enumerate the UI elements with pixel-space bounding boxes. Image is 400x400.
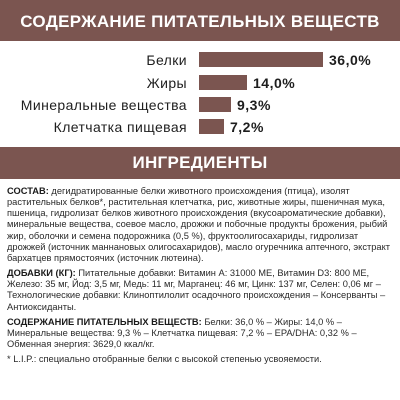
nutrient-label: Клетчатка пищевая xyxy=(53,119,187,135)
composition-text: дегидратированные белки животного происхождения (птица), изолят растительных белков*, растительная клетчатка, рис, животные жиры, пшеничная мука, пшеница, гидролизат белков животного происхождения (вкусоароматические добавки), минеральные вещества, соевое масло, дрожжи и побочные продукты брожения, рыбий жир, оболочки и семена подорожника (0,5 %), фруктоолигосахариды, гидролизат дрожжей (источник маннановых олигосахаридов), масло огуречника аптечного, экстракт бархатцев прямостоячих (источник лютеина). xyxy=(7,186,391,263)
nutrient-row-fiber xyxy=(0,117,400,137)
composition-label: СОСТАВ: xyxy=(7,186,49,196)
nutrient-label: Жиры xyxy=(146,75,187,91)
additives-text: Питательные добавки: Витамин A: 31000 МЕ, Витамин D3: 800 МЕ, Железо: 35 мг, Йод: 3,5 мг, Медь: 11 мг, Марганец: 46 мг, Цинк: 137 мг, Селен: 0,06 мг – Технологические добавки: Клиноптилолит осадочного происхождения – Консерванты – Антиоксиданты. xyxy=(7,268,386,312)
nutrient-label: Минеральные вещества xyxy=(20,97,187,113)
nutrient-bar xyxy=(199,52,323,67)
nutrient-row-minerals xyxy=(0,95,400,115)
nutrient-value: 14,0% xyxy=(253,75,296,91)
nutrient-label: Белки xyxy=(146,52,187,68)
nutrient-bar xyxy=(199,119,224,134)
nutrient-row-fat xyxy=(0,73,400,93)
nutrients-title: СОДЕРЖАНИЕ ПИТАТЕЛЬНЫХ ВЕЩЕСТВ xyxy=(20,12,380,31)
additives-paragraph xyxy=(7,268,397,313)
composition-paragraph xyxy=(7,186,397,264)
nutrients-text: Белки: 36,0 % – Жиры: 14,0 % – Минеральные вещества: 9,3 % – Клетчатка пищевая: 7,2 % – EPA/DHA: 0,32 % – Обменная энергия: 3629,0 ккал/кг. xyxy=(7,316,357,350)
nutrient-row-protein xyxy=(0,50,400,70)
nutrient-value: 7,2% xyxy=(230,119,264,135)
nutrient-value: 36,0% xyxy=(329,52,372,68)
nutrients-paragraph xyxy=(7,317,397,350)
nutrients-label: СОДЕРЖАНИЕ ПИТАТЕЛЬНЫХ ВЕЩЕСТВ: xyxy=(7,316,202,327)
nutrient-bar xyxy=(199,75,247,90)
nutrient-bar xyxy=(199,97,231,112)
footnote: * L.I.P.: специально отобранные белки с высокой степенью усвояемости. xyxy=(7,354,322,365)
nutrients-header xyxy=(0,0,400,41)
ingredients-header xyxy=(0,147,400,179)
additives-label: ДОБАВКИ (КГ): xyxy=(7,268,76,279)
ingredients-text xyxy=(7,186,397,369)
nutrient-bars xyxy=(0,47,400,143)
ingredients-title: ИНГРЕДИЕНТЫ xyxy=(132,153,268,172)
nutrient-value: 9,3% xyxy=(237,97,271,113)
